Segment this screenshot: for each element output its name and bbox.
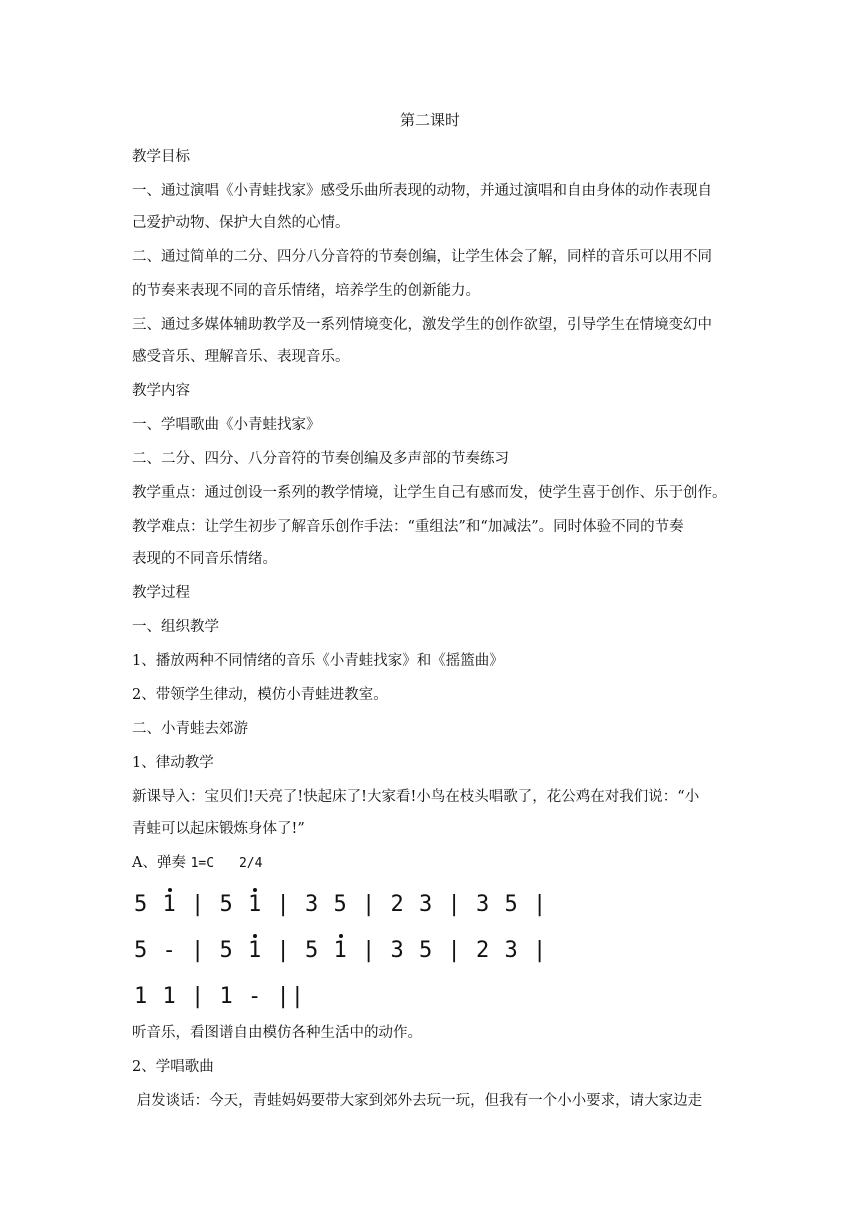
meter-value: 2/4 xyxy=(238,856,263,871)
text-line: 表现的不同音乐情绪。 xyxy=(132,551,277,567)
section-heading-goals: 教学目标 xyxy=(132,149,190,165)
text-line: 1、播放两种不同情绪的音乐《小青蛙找家》和《摇篮曲》 xyxy=(132,653,504,669)
text-line: 一、学唱歌曲《小青蛙找家》 xyxy=(132,417,321,433)
key-signature-line xyxy=(132,852,262,875)
text-line: 听音乐，看图谱自由模仿各种生活中的动作。 xyxy=(132,1025,422,1041)
text-line: 三、通过多媒体辅助教学及一系列情境变化，激发学生的创作欲望，引导学生在情境变幻中 xyxy=(132,317,712,333)
notation-row-1: 5 1 | 5 1 | 3 5 | 2 3 | 3 5 | xyxy=(134,890,547,920)
section-heading-process: 教学过程 xyxy=(132,585,190,601)
text-line: 新课导入：宝贝们!天亮了!快起床了!大家看!小鸟在枝头唱歌了，花公鸡在对我们说：“小 xyxy=(132,789,700,805)
high-note: 1 xyxy=(248,936,262,966)
text-line: 1、律动教学 xyxy=(132,755,214,771)
text-line: 2、学唱歌曲 xyxy=(132,1059,214,1075)
text-line: 教学难点：让学生初步了解音乐创作手法：“重组法”和“加减法”。同时体验不同的节奏 xyxy=(132,519,684,535)
text-line: 2、带领学生律动，模仿小青蛙进教室。 xyxy=(132,687,388,703)
text-line: 二、二分、四分、八分音符的节奏创编及多声部的节奏练习 xyxy=(132,451,509,467)
text-line: 教学重点：通过创设一系列的教学情境，让学生自己有感而发，使学生喜于创作、乐于创作。 xyxy=(132,485,727,501)
text-line: 青蛙可以起床锻炼身体了!” xyxy=(132,821,305,837)
text-line: 的节奏来表现不同的音乐情绪，培养学生的创新能力。 xyxy=(132,283,480,299)
high-note: 1 xyxy=(163,890,177,920)
key-value: 1=C xyxy=(190,856,215,871)
text-line: 二、通过简单的二分、四分八分音符的节奏创编，让学生体会了解，同样的音乐可以用不同 xyxy=(132,249,712,265)
section-heading-content: 教学内容 xyxy=(132,383,190,399)
key-prefix: A、弹奏 xyxy=(132,855,186,871)
text-line: 己爱护动物、保护大自然的心情。 xyxy=(132,215,350,231)
text-line: 感受音乐、理解音乐、表现音乐。 xyxy=(132,349,350,365)
high-note: 1 xyxy=(248,890,262,920)
notation-row-2: 5 - | 5 1 | 5 1 | 3 5 | 2 3 | xyxy=(134,936,547,966)
text-line: 二、小青蛙去郊游 xyxy=(132,721,248,737)
notation-row-3: 1 1 | 1 - || xyxy=(134,984,305,1009)
text-line: 一、组织教学 xyxy=(132,619,219,635)
text-line: 一、通过演唱《小青蛙找家》感受乐曲所表现的动物，并通过演唱和自由身体的动作表现自 xyxy=(132,183,712,199)
high-note: 1 xyxy=(334,936,348,966)
text-line: 启发谈话：今天，青蛙妈妈要带大家到郊外去玩一玩，但我有一个小小要求，请大家边走 xyxy=(132,1093,703,1109)
page-title: 第二课时 xyxy=(399,111,460,129)
